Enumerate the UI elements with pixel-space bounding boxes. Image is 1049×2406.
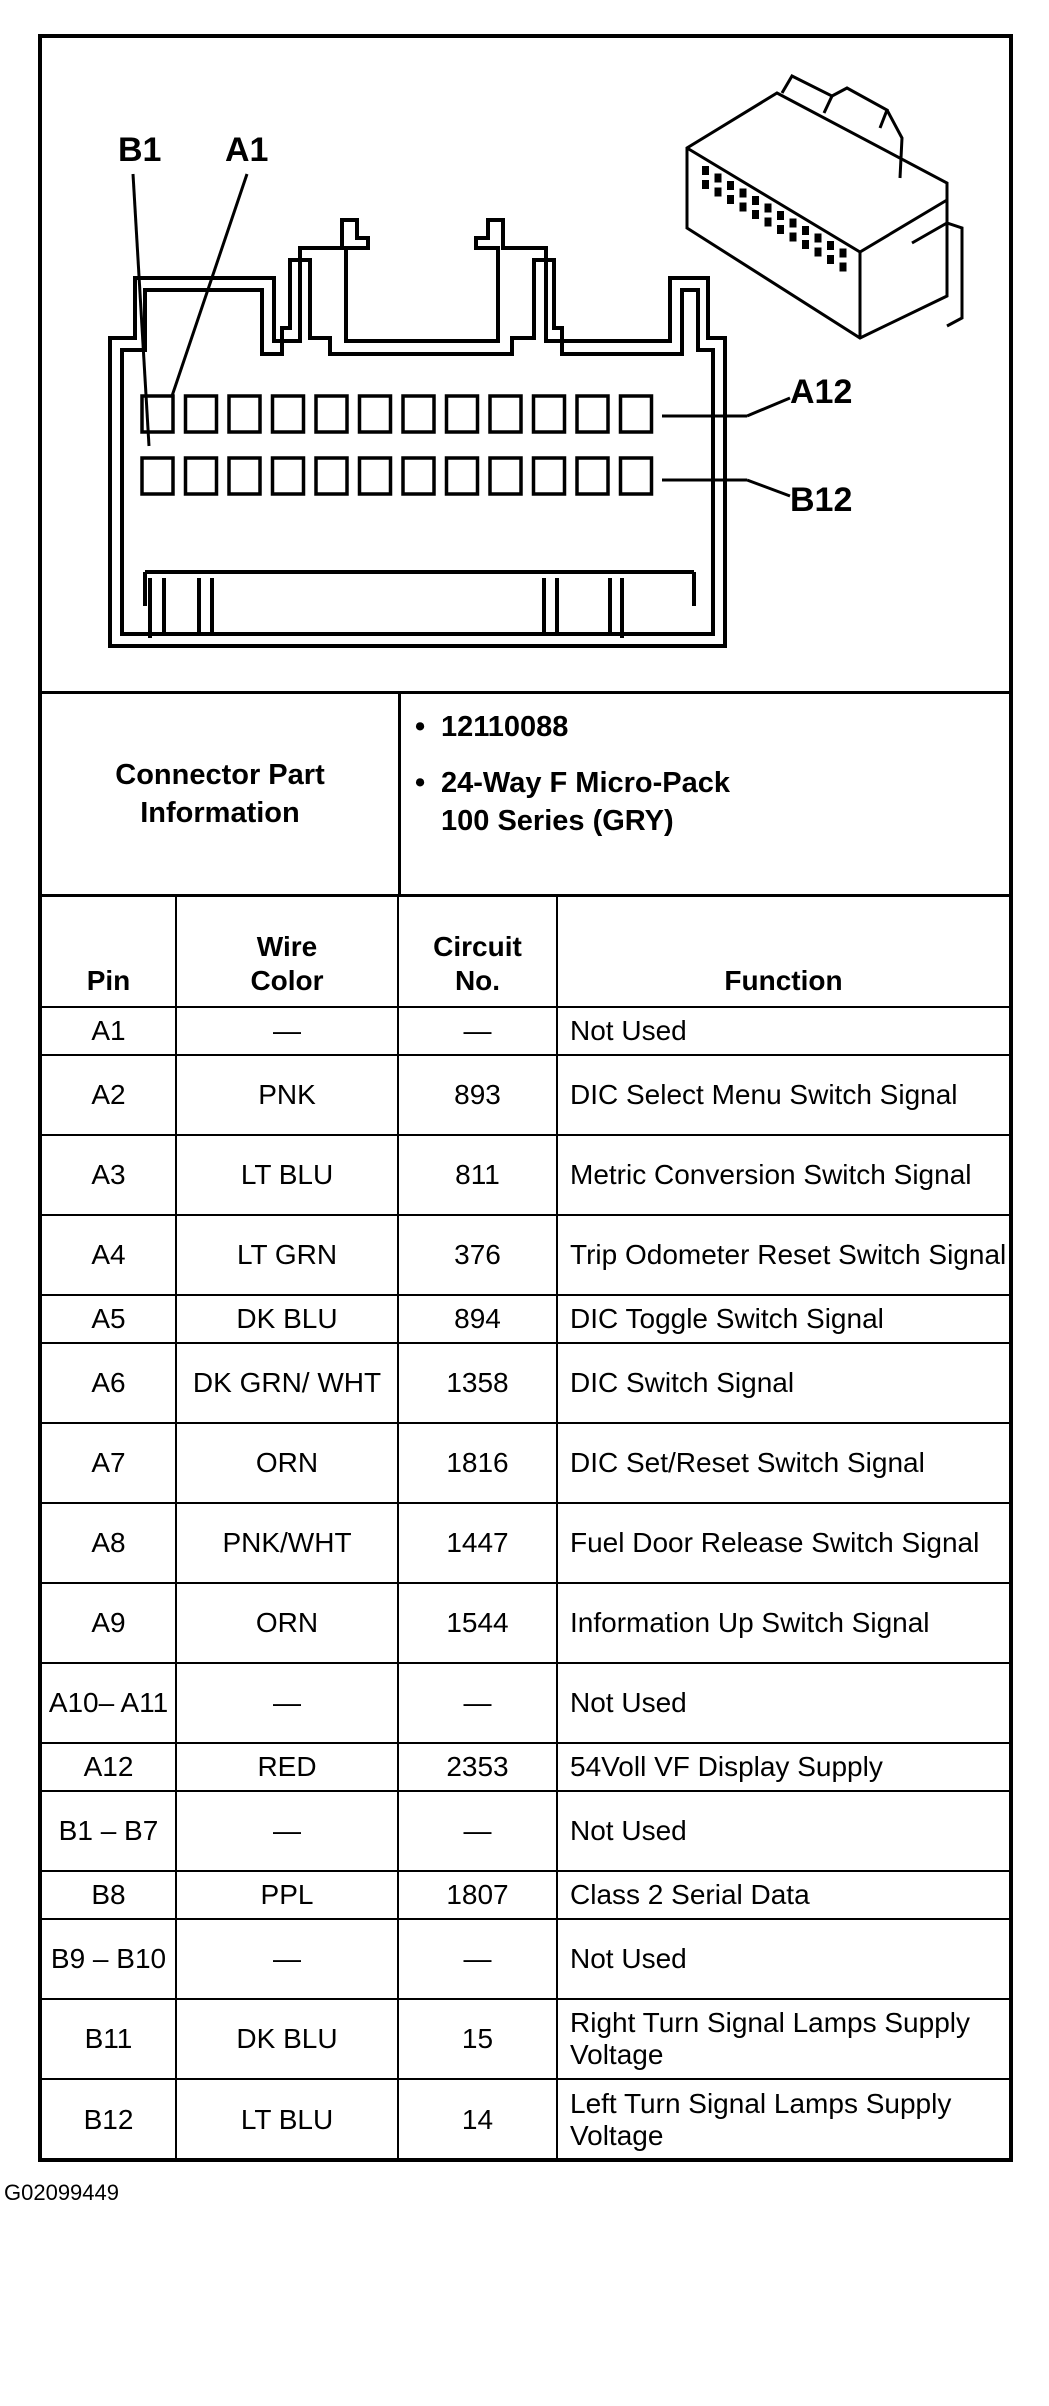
wire-color-cell: —: [176, 1663, 398, 1743]
iso-pin-cavity: [715, 188, 722, 197]
iso-pin-cavity: [815, 248, 822, 257]
table-row: [42, 1663, 1009, 1743]
pin-cavity: [534, 458, 565, 494]
table-row: [42, 1007, 1009, 1055]
function-cell: Trip Odometer Reset Switch Signal: [557, 1215, 1009, 1295]
connector-info-title: Connector Part Information: [42, 694, 401, 894]
iso-pin-cavity: [827, 241, 834, 250]
wire-color-cell: RED: [176, 1743, 398, 1791]
wire-color-cell: DK GRN/ WHT: [176, 1343, 398, 1423]
iso-pin-cavity: [802, 240, 809, 249]
table-row: [42, 1055, 1009, 1135]
circuit-cell: 1358: [398, 1343, 557, 1423]
iso-pin-cavity: [840, 263, 847, 272]
iso-pin-cavity: [752, 196, 759, 205]
iso-pin-cavity: [790, 233, 797, 242]
pin-cell: A5: [42, 1295, 176, 1343]
circuit-cell: —: [398, 1791, 557, 1871]
circuit-cell: 15: [398, 1999, 557, 2079]
function-cell: Fuel Door Release Switch Signal: [557, 1503, 1009, 1583]
pin-cavity: [316, 396, 347, 432]
circuit-cell: —: [398, 1919, 557, 1999]
pin-cell: B11: [42, 1999, 176, 2079]
pin-cell: A9: [42, 1583, 176, 1663]
iso-pin-cavity: [840, 249, 847, 258]
function-cell: Class 2 Serial Data: [557, 1871, 1009, 1919]
pin-cavity: [403, 458, 434, 494]
pinout-table: [42, 897, 1009, 2159]
pin-cell: A2: [42, 1055, 176, 1135]
pin-cavity: [447, 458, 478, 494]
pin-cell: A4: [42, 1215, 176, 1295]
wire-color-cell: LT GRN: [176, 1215, 398, 1295]
function-cell: Not Used: [557, 1791, 1009, 1871]
table-row: [42, 1871, 1009, 1919]
iso-pin-cavity: [765, 204, 772, 213]
pin-cell: A10– A11: [42, 1663, 176, 1743]
connector-info-details: • 12110088 • 24-Way F Micro-Pack 100 Series (GRY): [401, 694, 1009, 894]
pin-cavity: [229, 458, 260, 494]
pin-cell: A8: [42, 1503, 176, 1583]
figure-id: G02099449: [4, 2180, 119, 2205]
iso-pin-cavity: [777, 225, 784, 234]
header-wire-color: Wire Color: [176, 897, 398, 1007]
iso-pin-cavity: [727, 195, 734, 204]
wire-color-cell: LT BLU: [176, 2079, 398, 2159]
iso-pin-cavity: [715, 174, 722, 183]
pin-cavity: [403, 396, 434, 432]
iso-pin-cavity: [777, 211, 784, 220]
part-description-line2: 100 Series (GRY): [441, 805, 674, 837]
function-cell: Left Turn Signal Lamps Supply Voltage: [557, 2079, 1009, 2159]
label-a12: A12: [790, 373, 853, 411]
wire-color-cell: —: [176, 1007, 398, 1055]
part-number: 12110088: [441, 711, 569, 743]
pin-cell: A6: [42, 1343, 176, 1423]
pin-cavity: [447, 396, 478, 432]
table-row: [42, 1135, 1009, 1215]
circuit-cell: —: [398, 1663, 557, 1743]
iso-pin-cavity: [752, 210, 759, 219]
pin-cavity: [186, 458, 217, 494]
pin-cavity: [534, 396, 565, 432]
pin-cavity: [316, 458, 347, 494]
iso-pin-cavity: [790, 219, 797, 228]
pin-cell: B8: [42, 1871, 176, 1919]
wire-color-cell: ORN: [176, 1583, 398, 1663]
label-a1: A1: [225, 131, 269, 169]
pin-cell: B9 – B10: [42, 1919, 176, 1999]
pin-cavity: [142, 458, 173, 494]
function-cell: Not Used: [557, 1007, 1009, 1055]
function-cell: Right Turn Signal Lamps Supply Voltage: [557, 1999, 1009, 2079]
circuit-cell: —: [398, 1007, 557, 1055]
connector-diagram: [42, 38, 1009, 694]
wire-color-cell: PNK/WHT: [176, 1503, 398, 1583]
pin-cavity: [360, 458, 391, 494]
wire-color-cell: DK BLU: [176, 1295, 398, 1343]
pin-cell: A1: [42, 1007, 176, 1055]
label-b12: B12: [790, 481, 853, 519]
iso-pin-cavity: [702, 180, 709, 189]
function-cell: DIC Switch Signal: [557, 1343, 1009, 1423]
pin-cavity: [621, 396, 652, 432]
circuit-cell: 14: [398, 2079, 557, 2159]
pin-cavity: [229, 396, 260, 432]
table-row: [42, 1743, 1009, 1791]
function-cell: Not Used: [557, 1919, 1009, 1999]
table-row: [42, 1583, 1009, 1663]
table-row: [42, 2079, 1009, 2159]
table-row: [42, 1791, 1009, 1871]
pin-cavity: [186, 396, 217, 432]
wire-color-cell: PNK: [176, 1055, 398, 1135]
function-cell: Information Up Switch Signal: [557, 1583, 1009, 1663]
header-circuit-no: Circuit No.: [398, 897, 557, 1007]
header-pin: Pin: [42, 897, 176, 1007]
pin-cavity: [273, 396, 304, 432]
iso-pin-cavity: [802, 226, 809, 235]
wire-color-cell: —: [176, 1919, 398, 1999]
wire-color-cell: —: [176, 1791, 398, 1871]
pin-cell: B1 – B7: [42, 1791, 176, 1871]
circuit-cell: 376: [398, 1215, 557, 1295]
circuit-cell: 811: [398, 1135, 557, 1215]
table-row: [42, 1295, 1009, 1343]
label-b1: B1: [118, 131, 162, 169]
wire-color-cell: ORN: [176, 1423, 398, 1503]
circuit-cell: 1544: [398, 1583, 557, 1663]
iso-pin-cavity: [740, 189, 747, 198]
iso-pin-cavity: [727, 181, 734, 190]
function-cell: DIC Set/Reset Switch Signal: [557, 1423, 1009, 1503]
pin-cavity: [577, 458, 608, 494]
iso-pin-cavity: [702, 166, 709, 175]
pin-cavity: [621, 458, 652, 494]
table-row: [42, 1343, 1009, 1423]
circuit-cell: 1807: [398, 1871, 557, 1919]
function-cell: DIC Select Menu Switch Signal: [557, 1055, 1009, 1135]
pin-cavity: [360, 396, 391, 432]
iso-pin-cavity: [740, 203, 747, 212]
circuit-cell: 894: [398, 1295, 557, 1343]
pin-cell: A7: [42, 1423, 176, 1503]
part-description-line1: 24-Way F Micro-Pack: [441, 767, 731, 799]
wire-color-cell: DK BLU: [176, 1999, 398, 2079]
table-row: [42, 1999, 1009, 2079]
function-cell: Metric Conversion Switch Signal: [557, 1135, 1009, 1215]
function-cell: DIC Toggle Switch Signal: [557, 1295, 1009, 1343]
pin-cell: B12: [42, 2079, 176, 2159]
circuit-cell: 1447: [398, 1503, 557, 1583]
pin-cavity: [490, 458, 521, 494]
connector-isometric-icon: [687, 76, 962, 338]
table-row: [42, 1423, 1009, 1503]
connector-face-drawing: [42, 38, 1009, 691]
pin-cell: A3: [42, 1135, 176, 1215]
function-cell: 54Voll VF Display Supply: [557, 1743, 1009, 1791]
function-cell: Not Used: [557, 1663, 1009, 1743]
wire-color-cell: LT BLU: [176, 1135, 398, 1215]
iso-pin-cavity: [815, 234, 822, 243]
table-row: [42, 1919, 1009, 1999]
circuit-cell: 2353: [398, 1743, 557, 1791]
iso-pin-cavity: [827, 255, 834, 264]
header-function: Function: [557, 897, 1009, 1007]
table-row: [42, 1503, 1009, 1583]
circuit-cell: 893: [398, 1055, 557, 1135]
connector-sheet: [38, 34, 1013, 2162]
pin-cavity: [490, 396, 521, 432]
pin-cavity: [577, 396, 608, 432]
pin-cavity: [273, 458, 304, 494]
pin-cell: A12: [42, 1743, 176, 1791]
circuit-cell: 1816: [398, 1423, 557, 1503]
wire-color-cell: PPL: [176, 1871, 398, 1919]
iso-pin-cavity: [765, 218, 772, 227]
table-row: [42, 1215, 1009, 1295]
connector-part-info: [42, 694, 1009, 897]
